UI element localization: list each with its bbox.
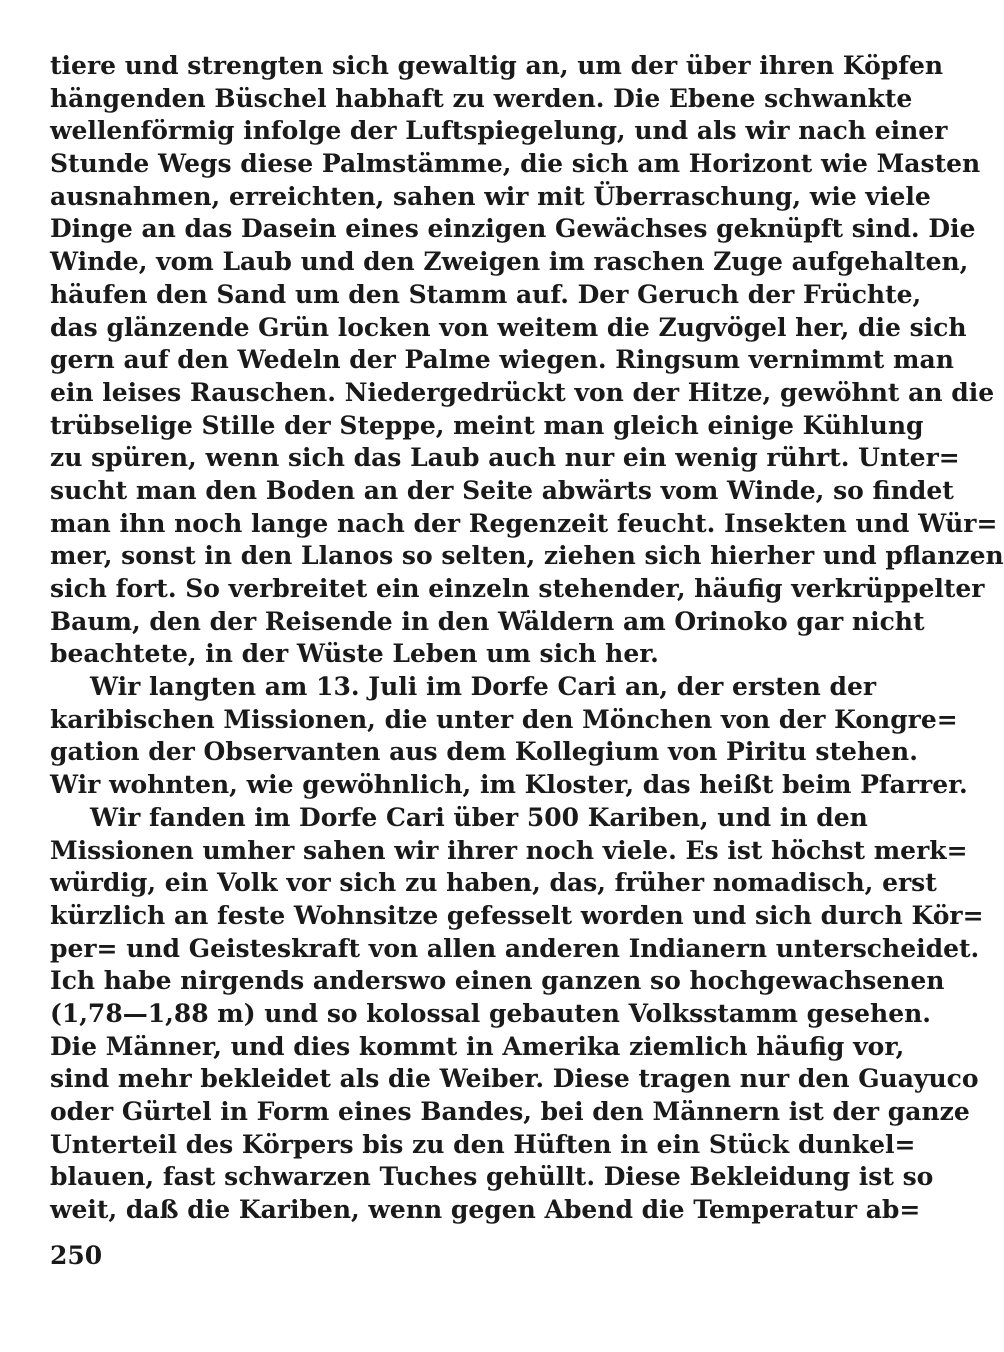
page-text-block	[50, 50, 1004, 1227]
text-line: sind mehr bekleidet als die Weiber. Diese tragen nur den Guayuco	[50, 1064, 979, 1094]
text-line: sich fort. So verbreitet ein einzeln stehender, häufig verkrüppelter	[50, 574, 985, 603]
text-line: Missionen umher sahen wir ihrer noch viele. Es ist höchst merk=	[50, 835, 968, 865]
text-line: wellenförmig infolge der Luftspiegelung, und als wir nach einer	[50, 116, 948, 146]
text-line: Wir fanden im Dorfe Cari über 500 Kariben, und in den	[90, 802, 868, 832]
text-line: kürzlich an feste Wohnsitze gefesselt worden und sich durch Kör=	[50, 900, 984, 930]
text-line: Ich habe nirgends anderswo einen ganzen so hochgewachsenen	[50, 966, 945, 996]
text-line: Baum, den der Reisende in den Wäldern am Orinoko gar nicht	[50, 606, 925, 636]
text-line: sucht man den Boden an der Seite abwärts vom Winde, so findet	[50, 475, 954, 505]
text-line: Dinge an das Dasein eines einzigen Gewächses geknüpft sind. Die	[50, 214, 976, 244]
text-line: hängenden Büschel habhaft zu werden. Die Ebene schwankte	[50, 83, 913, 113]
text-line: gation der Observanten aus dem Kollegium von Piritu stehen.	[50, 737, 918, 767]
text-line: trübselige Stille der Steppe, meint man gleich einige Kühlung	[50, 410, 924, 440]
text-line: das glänzende Grün locken von weitem die Zugvögel her, die sich	[50, 312, 967, 342]
text-line: per= und Geisteskraft von allen anderen Indianern unterscheidet.	[50, 933, 980, 963]
text-line: Unterteil des Körpers bis zu den Hüften in ein Stück dunkel=	[50, 1129, 916, 1159]
text-line: mer, sonst in den Llanos so selten, ziehen sich hierher und pflanzen	[50, 541, 1004, 571]
page-number: 250	[50, 1241, 103, 1270]
text-line: ausnahmen, erreichten, sahen wir mit Überraschung, wie viele	[50, 181, 931, 211]
text-line: Wir langten am 13. Juli im Dorfe Cari an, der ersten der	[90, 672, 877, 702]
text-line: würdig, ein Volk vor sich zu haben, das, früher nomadisch, erst	[50, 868, 937, 898]
text-line: karibischen Missionen, die unter den Mönchen von der Kongre=	[50, 704, 958, 734]
text-line: oder Gürtel in Form eines Bandes, bei den Männern ist der ganze	[50, 1097, 970, 1126]
text-line: gern auf den Wedeln der Palme wiegen. Ringsum vernimmt man	[50, 345, 954, 375]
text-line: weit, daß die Kariben, wenn gegen Abend die Temperatur ab=	[50, 1195, 921, 1225]
text-line: ein leises Rauschen. Niedergedrückt von der Hitze, gewöhnt an die	[50, 377, 995, 407]
text-line: Die Männer, und dies kommt in Amerika ziemlich häufig vor,	[50, 1031, 905, 1061]
text-line: Winde, vom Laub und den Zweigen im raschen Zuge aufgehalten,	[50, 247, 969, 277]
text-line: häufen den Sand um den Stamm auf. Der Geruch der Früchte,	[50, 279, 922, 309]
text-line: blauen, fast schwarzen Tuches gehüllt. Diese Bekleidung ist so	[50, 1162, 934, 1192]
text-line: Wir wohnten, wie gewöhnlich, im Kloster, das heißt beim Pfarrer.	[50, 770, 968, 800]
text-line: beachtete, in der Wüste Leben um sich her.	[50, 639, 659, 669]
text-line: man ihn noch lange nach der Regenzeit feucht. Insekten und Wür=	[50, 508, 998, 538]
text-line: tiere und strengten sich gewaltig an, um der über ihren Köpfen	[50, 51, 944, 80]
text-line: zu spüren, wenn sich das Laub auch nur ein wenig rührt. Unter=	[50, 443, 960, 473]
text-line: Stunde Wegs diese Palmstämme, die sich am Horizont wie Masten	[50, 149, 981, 179]
text-line: (1,78—1,88 m) und so kolossal gebauten Volksstamm gesehen.	[50, 998, 932, 1028]
